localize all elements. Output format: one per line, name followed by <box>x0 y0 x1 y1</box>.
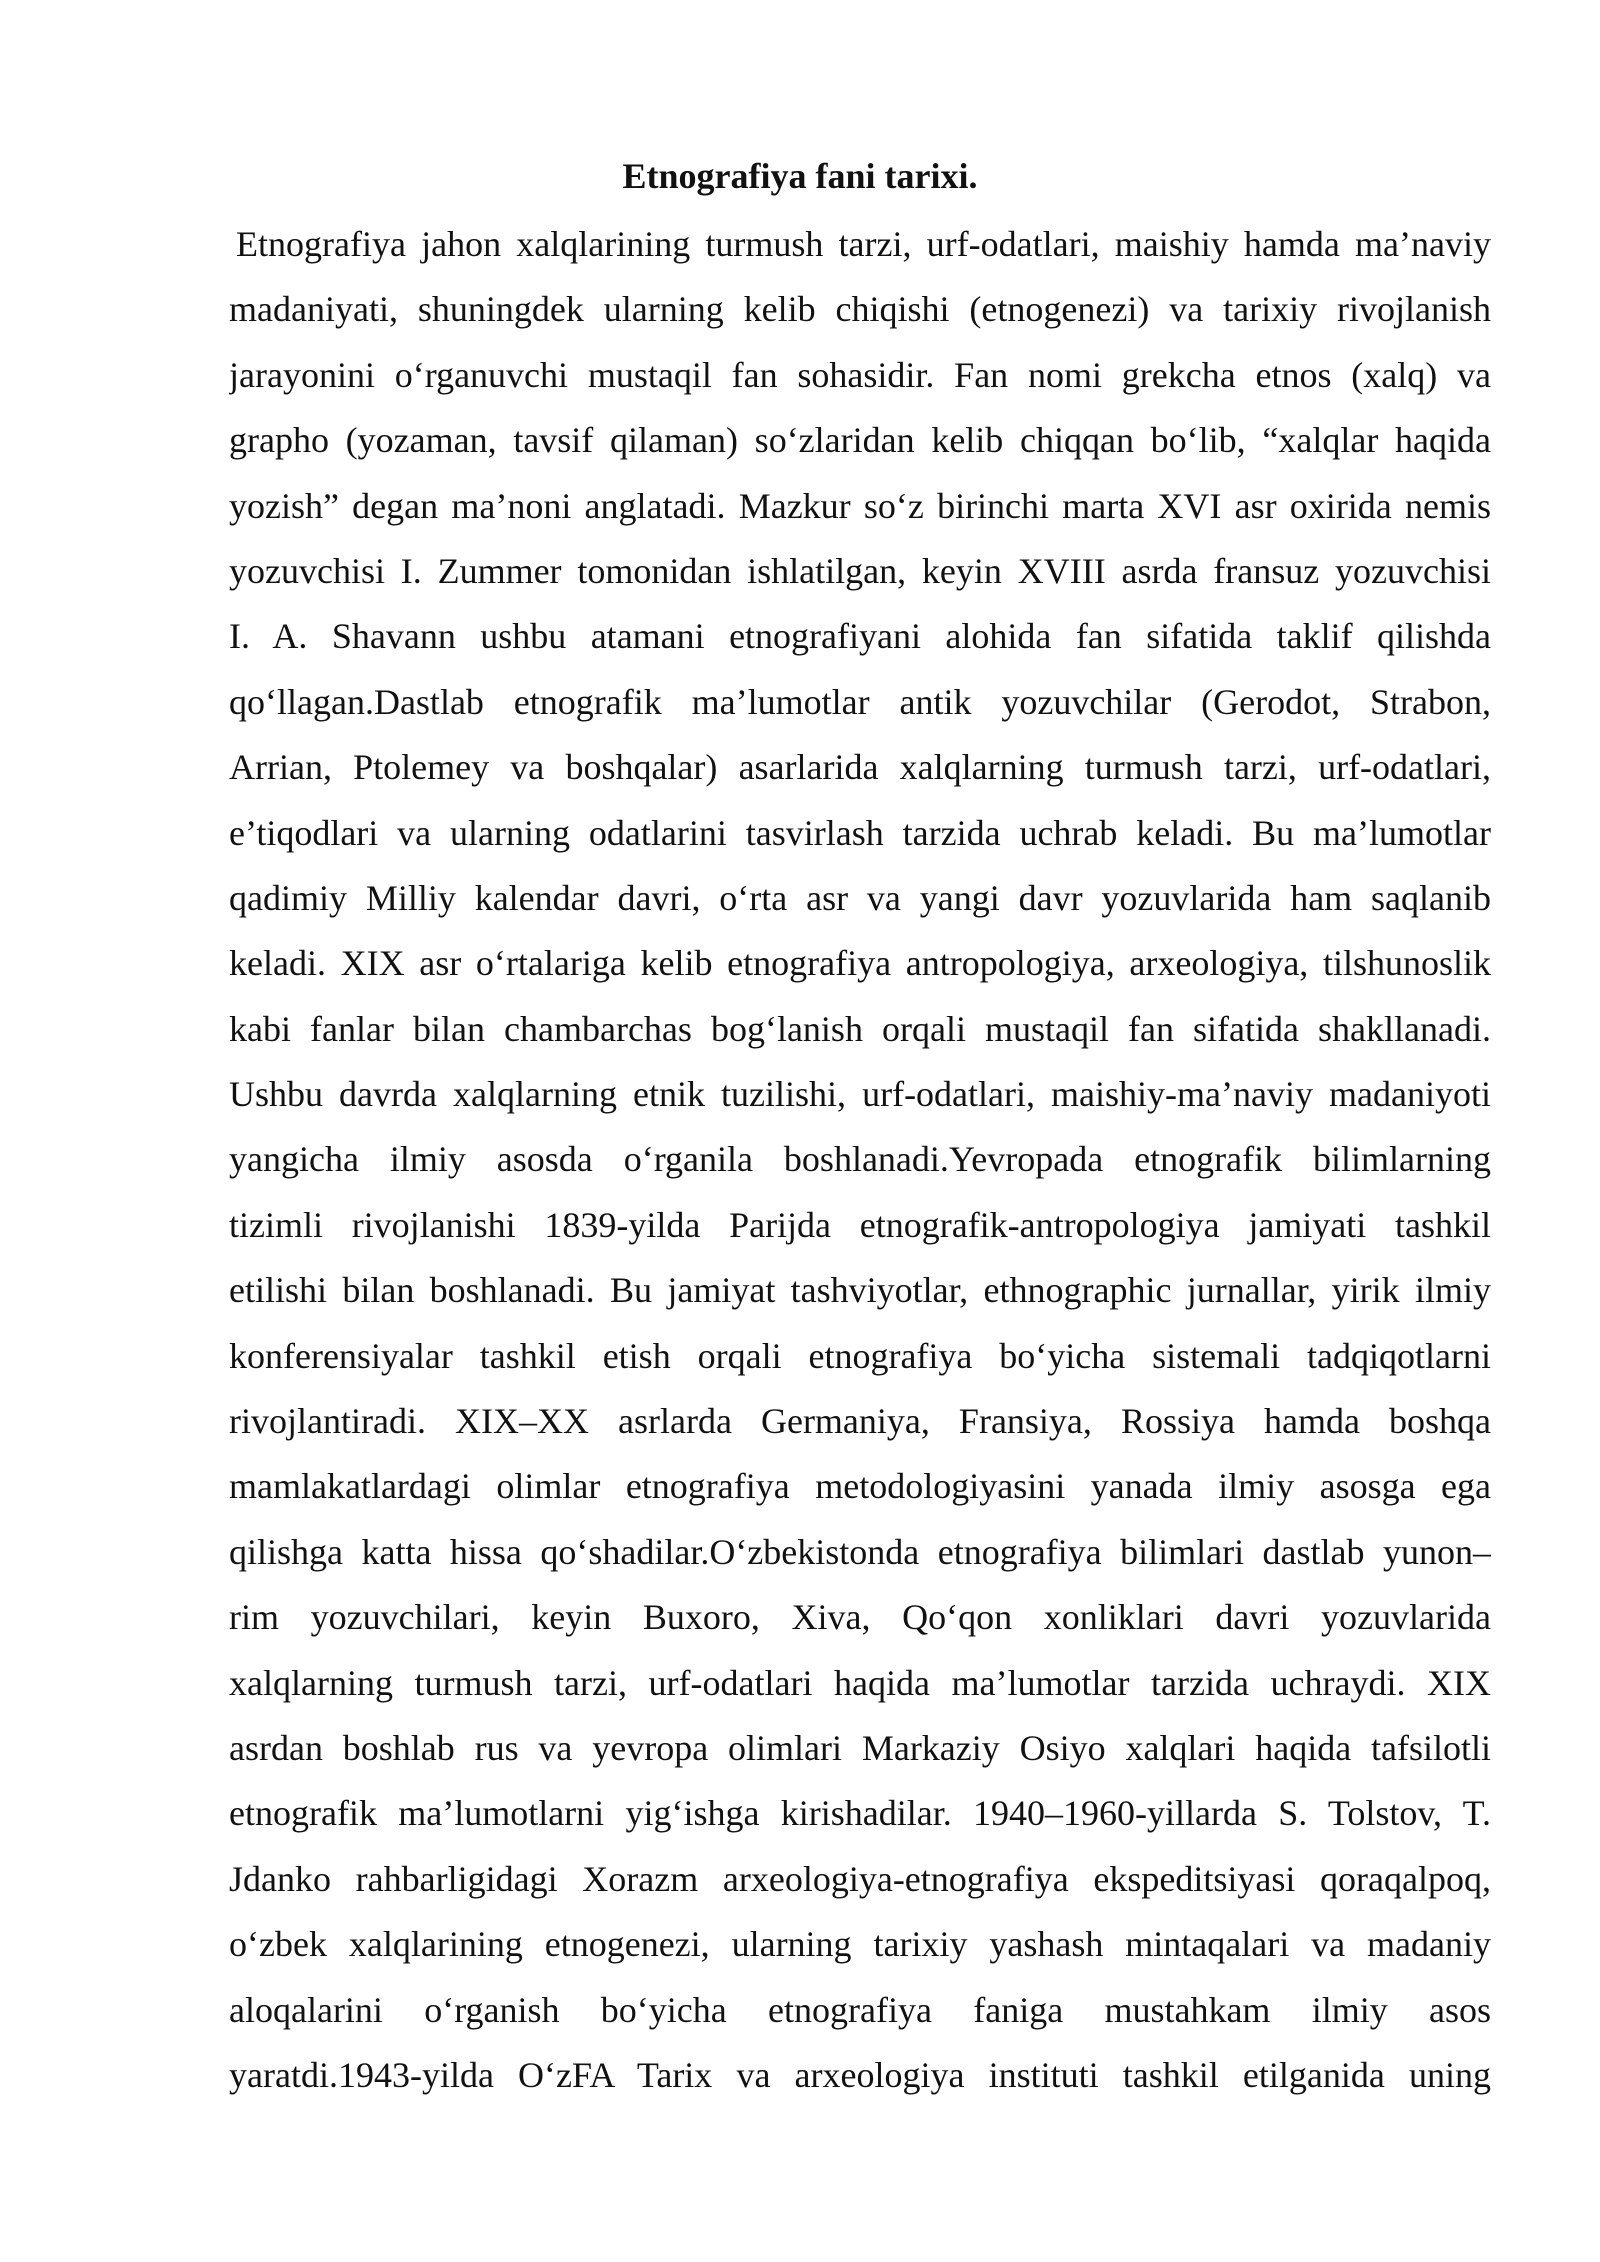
text-line: o‘zbek xalqlarining etnogenezi, ularning tarixiy yashash mintaqalari va madaniy <box>229 1924 1491 1965</box>
text-line: Etnografiya jahon xalqlarining turmush tarzi, urf-odatlari, maishiy hamda ma’naviy <box>236 224 1491 264</box>
text-line: Jdanko rahbarligidagi Xorazm arxeologiya-etnografiya ekspeditsiyasi qoraqalpoq, <box>229 1858 1491 1899</box>
text-line: tizimli rivojlanishi 1839-yilda Parijda etnografik-antropologiya jamiyati tashkil <box>229 1204 1491 1245</box>
text-line: rim yozuvchilari, keyin Buxoro, Xiva, Qo‘qon xonliklari davri yozuvlarida <box>229 1597 1491 1638</box>
text-line: Arrian, Ptolemey va boshqalar) asarlarida xalqlarning turmush tarzi, urf-odatlari, <box>229 747 1491 788</box>
text-line: etilishi bilan boshlanadi. Bu jamiyat tashviyotlar, ethnographic jurnallar, yirik ilmiy <box>229 1270 1491 1311</box>
text-line: mamlakatlardagi olimlar etnografiya metodologiyasini yanada ilmiy asosga ega <box>229 1466 1491 1507</box>
text-line: jarayonini o‘rganuvchi mustaqil fan sohasidir. Fan nomi grekcha etnos (xalq) va <box>229 354 1491 395</box>
text-line: aloqalarini o‘rganish bo‘yicha etnografiya faniga mustahkam ilmiy asos <box>229 1989 1491 2030</box>
text-line: grapho (yozaman, tavsif qilaman) so‘zlaridan kelib chiqqan bo‘lib, “xalqlar haqida <box>229 420 1491 461</box>
text-line: konferensiyalar tashkil etish orqali etnografiya bo‘yicha sistemali tadqiqotlarni <box>229 1335 1491 1376</box>
text-line: yozuvchisi I. Zummer tomonidan ishlatilgan, keyin XVIII asrda fransuz yozuvchisi <box>229 550 1491 591</box>
text-line: e’tiqodlari va ularning odatlarini tasvirlash tarzida uchrab keladi. Bu ma’lumotlar <box>229 812 1491 853</box>
body-paragraph <box>229 212 1491 2108</box>
text-line: kabi fanlar bilan chambarchas bog‘lanish orqali mustaqil fan sifatida shakllanadi. <box>229 1008 1491 1049</box>
text-line: qadimiy Milliy kalendar davri, o‘rta asr va yangi davr yozuvlarida ham saqlanib <box>229 877 1491 918</box>
text-line: yangicha ilmiy asosda o‘rganila boshlanadi.Yevropada etnografik bilimlarning <box>229 1139 1491 1180</box>
text-line: I. A. Shavann ushbu atamani etnografiyani alohida fan sifatida taklif qilishda <box>229 616 1491 657</box>
text-line: rivojlantiradi. XIX–XX asrlarda Germaniya, Fransiya, Rossiya hamda boshqa <box>229 1401 1491 1442</box>
text-line: etnografik ma’lumotlarni yig‘ishga kirishadilar. 1940–1960-yillarda S. Tolstov, T. <box>229 1793 1491 1834</box>
text-line: qilishga katta hissa qo‘shadilar.O‘zbekistonda etnografiya bilimlari dastlab yunon– <box>229 1531 1491 1572</box>
document-title: Etnografiya fani tarixi. <box>622 156 978 196</box>
text-line: Ushbu davrda xalqlarning etnik tuzilishi, urf-odatlari, maishiy-ma’naviy madaniyoti <box>229 1074 1491 1115</box>
text-line: qo‘llagan.Dastlab etnografik ma’lumotlar antik yozuvchilar (Gerodot, Strabon, <box>229 681 1491 722</box>
text-line: xalqlarning turmush tarzi, urf-odatlari haqida ma’lumotlar tarzida uchraydi. XIX <box>229 1662 1491 1703</box>
text-line: keladi. XIX asr o‘rtalariga kelib etnografiya antropologiya, arxeologiya, tilshunoslik <box>229 943 1491 984</box>
text-line: asrdan boshlab rus va yevropa olimlari Markaziy Osiyo xalqlari haqida tafsilotli <box>229 1727 1491 1768</box>
text-line: madaniyati, shuningdek ularning kelib chiqishi (etnogenezi) va tarixiy rivojlanish <box>229 289 1491 330</box>
text-line: yozish” degan ma’noni anglatadi. Mazkur so‘z birinchi marta XVI asr oxirida nemis <box>229 485 1491 526</box>
text-line: yaratdi.1943-yilda O‘zFA Tarix va arxeologiya instituti tashkil etilganida uning <box>229 2054 1491 2095</box>
